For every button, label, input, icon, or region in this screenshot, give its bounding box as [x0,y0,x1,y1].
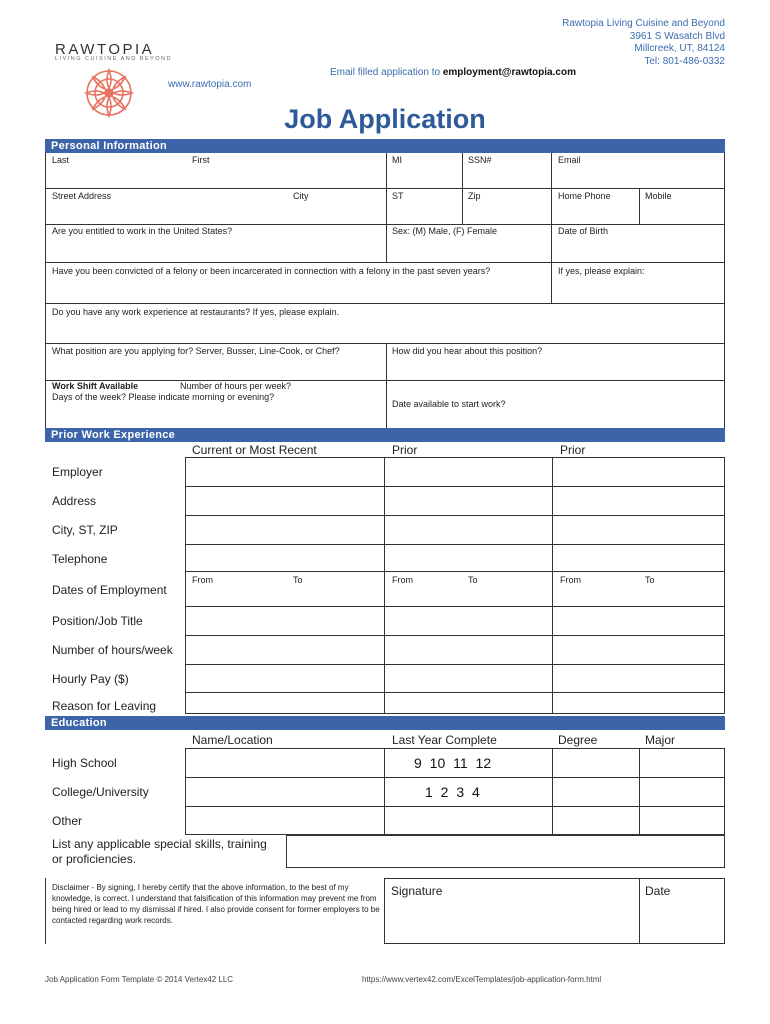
website-link[interactable]: www.rawtopia.com [168,79,252,90]
section-personal-information: Personal Information [45,139,725,153]
row-address: Address [52,494,97,508]
personal-info-grid [45,153,725,431]
col-degree: Degree [558,733,598,747]
high-school-years[interactable]: 9 10 11 12 [414,755,492,771]
skills-label-line2: or proficiencies. [52,852,137,866]
disclaimer-text: Disclaimer - By signing, I hereby certify that the above information, to the best of my knowledge, is correct. I understand that falsification of this information may prevent me from being hired or lead to my dismissal if hired. I also provide consent for former employers to be contacted regarding work records. [52,883,380,925]
ssn-field[interactable]: SSN# [468,155,492,165]
sex-field[interactable]: Sex: (M) Male, (F) Female [392,226,498,236]
date-of-birth-field[interactable]: Date of Birth [558,226,609,236]
email-instruction [330,67,576,78]
footer-url[interactable]: https://www.vertex42.com/ExcelTemplates/job-application-form.html [362,975,602,984]
row-hourly-pay: Hourly Pay ($) [52,672,129,686]
hours-per-week-field[interactable]: Number of hours per week? [180,381,292,391]
page-title: Job Application [284,104,486,134]
row-hours-week: Number of hours/week [52,643,173,657]
footer-copyright: Job Application Form Template © 2014 Vertex42 LLC [45,975,234,984]
start-date-field[interactable]: Date available to start work? [392,399,506,409]
mobile-field[interactable]: Mobile [645,191,672,201]
felony-explain-field[interactable]: If yes, please explain: [558,266,645,276]
to-label: To [293,575,303,585]
work-shift-label: Work Shift Available [52,381,139,391]
to-label: To [468,575,478,585]
prior-work-grid[interactable] [185,457,725,714]
col-current-recent: Current or Most Recent [192,443,317,457]
row-position-title: Position/Job Title [52,614,143,628]
company-street: 3961 S Wasatch Blvd [629,30,725,42]
from-label: From [392,575,413,585]
restaurant-experience-field[interactable]: Do you have any work experience at restaurants? If yes, please explain. [52,307,340,317]
row-high-school: High School [52,756,117,770]
logo-tagline: LIVING CUISINE AND BEYOND [55,56,172,62]
from-label: From [560,575,581,585]
col-prior-2: Prior [560,443,586,457]
college-years[interactable]: 1 2 3 4 [425,784,480,800]
state-field[interactable]: ST [392,191,404,201]
row-city-st-zip: City, ST, ZIP [52,523,118,537]
row-telephone: Telephone [52,552,108,566]
date-field[interactable]: Date [645,884,671,898]
work-eligibility-field[interactable]: Are you entitled to work in the United States? [52,226,233,236]
days-of-week-field[interactable]: Days of the week? Please indicate morning or evening? [52,392,275,402]
company-address [562,18,725,68]
skills-label-line1: List any applicable special skills, training [52,837,267,851]
col-major: Major [645,733,676,747]
email-address[interactable]: employment@rawtopia.com [442,67,576,78]
felony-question-field[interactable]: Have you been convicted of a felony or been incarcerated in connection with a felony in the past seven years? [52,266,491,276]
section-education: Education [45,716,725,730]
first-name-field[interactable]: First [192,155,210,165]
signature-field[interactable]: Signature [391,884,443,898]
company-name: Rawtopia Living Cuisine and Beyond [562,18,725,29]
middle-initial-field[interactable]: MI [392,155,402,165]
zip-field[interactable]: Zip [468,191,481,201]
company-city: Millcreek, UT, 84124 [634,43,725,54]
logo-name: RAWTOPIA [55,41,155,58]
col-last-year-complete: Last Year Complete [392,733,497,747]
col-name-location: Name/Location [192,733,273,747]
skills-field[interactable] [286,835,725,868]
row-reason-for-leaving: Reason for Leaving [52,699,157,713]
to-label: To [645,575,655,585]
col-prior-1: Prior [392,443,418,457]
from-label: From [192,575,213,585]
last-name-field[interactable]: Last [52,155,70,165]
email-field[interactable]: Email [558,155,581,165]
row-other: Other [52,814,83,828]
row-dates-of-employment: Dates of Employment [52,583,167,597]
position-applied-field[interactable]: What position are you applying for? Server, Busser, Line-Cook, or Chef? [52,346,340,356]
section-prior-work-experience: Prior Work Experience [45,428,725,442]
home-phone-field[interactable]: Home Phone [558,191,611,201]
referral-source-field[interactable]: How did you hear about this position? [392,346,543,356]
city-field[interactable]: City [293,191,309,201]
row-college-university: College/University [52,785,149,799]
email-prefix: Email filled application to [330,67,441,78]
row-employer: Employer [52,465,103,479]
company-phone: Tel: 801-486-0332 [644,55,725,67]
street-address-field[interactable]: Street Address [52,191,112,201]
